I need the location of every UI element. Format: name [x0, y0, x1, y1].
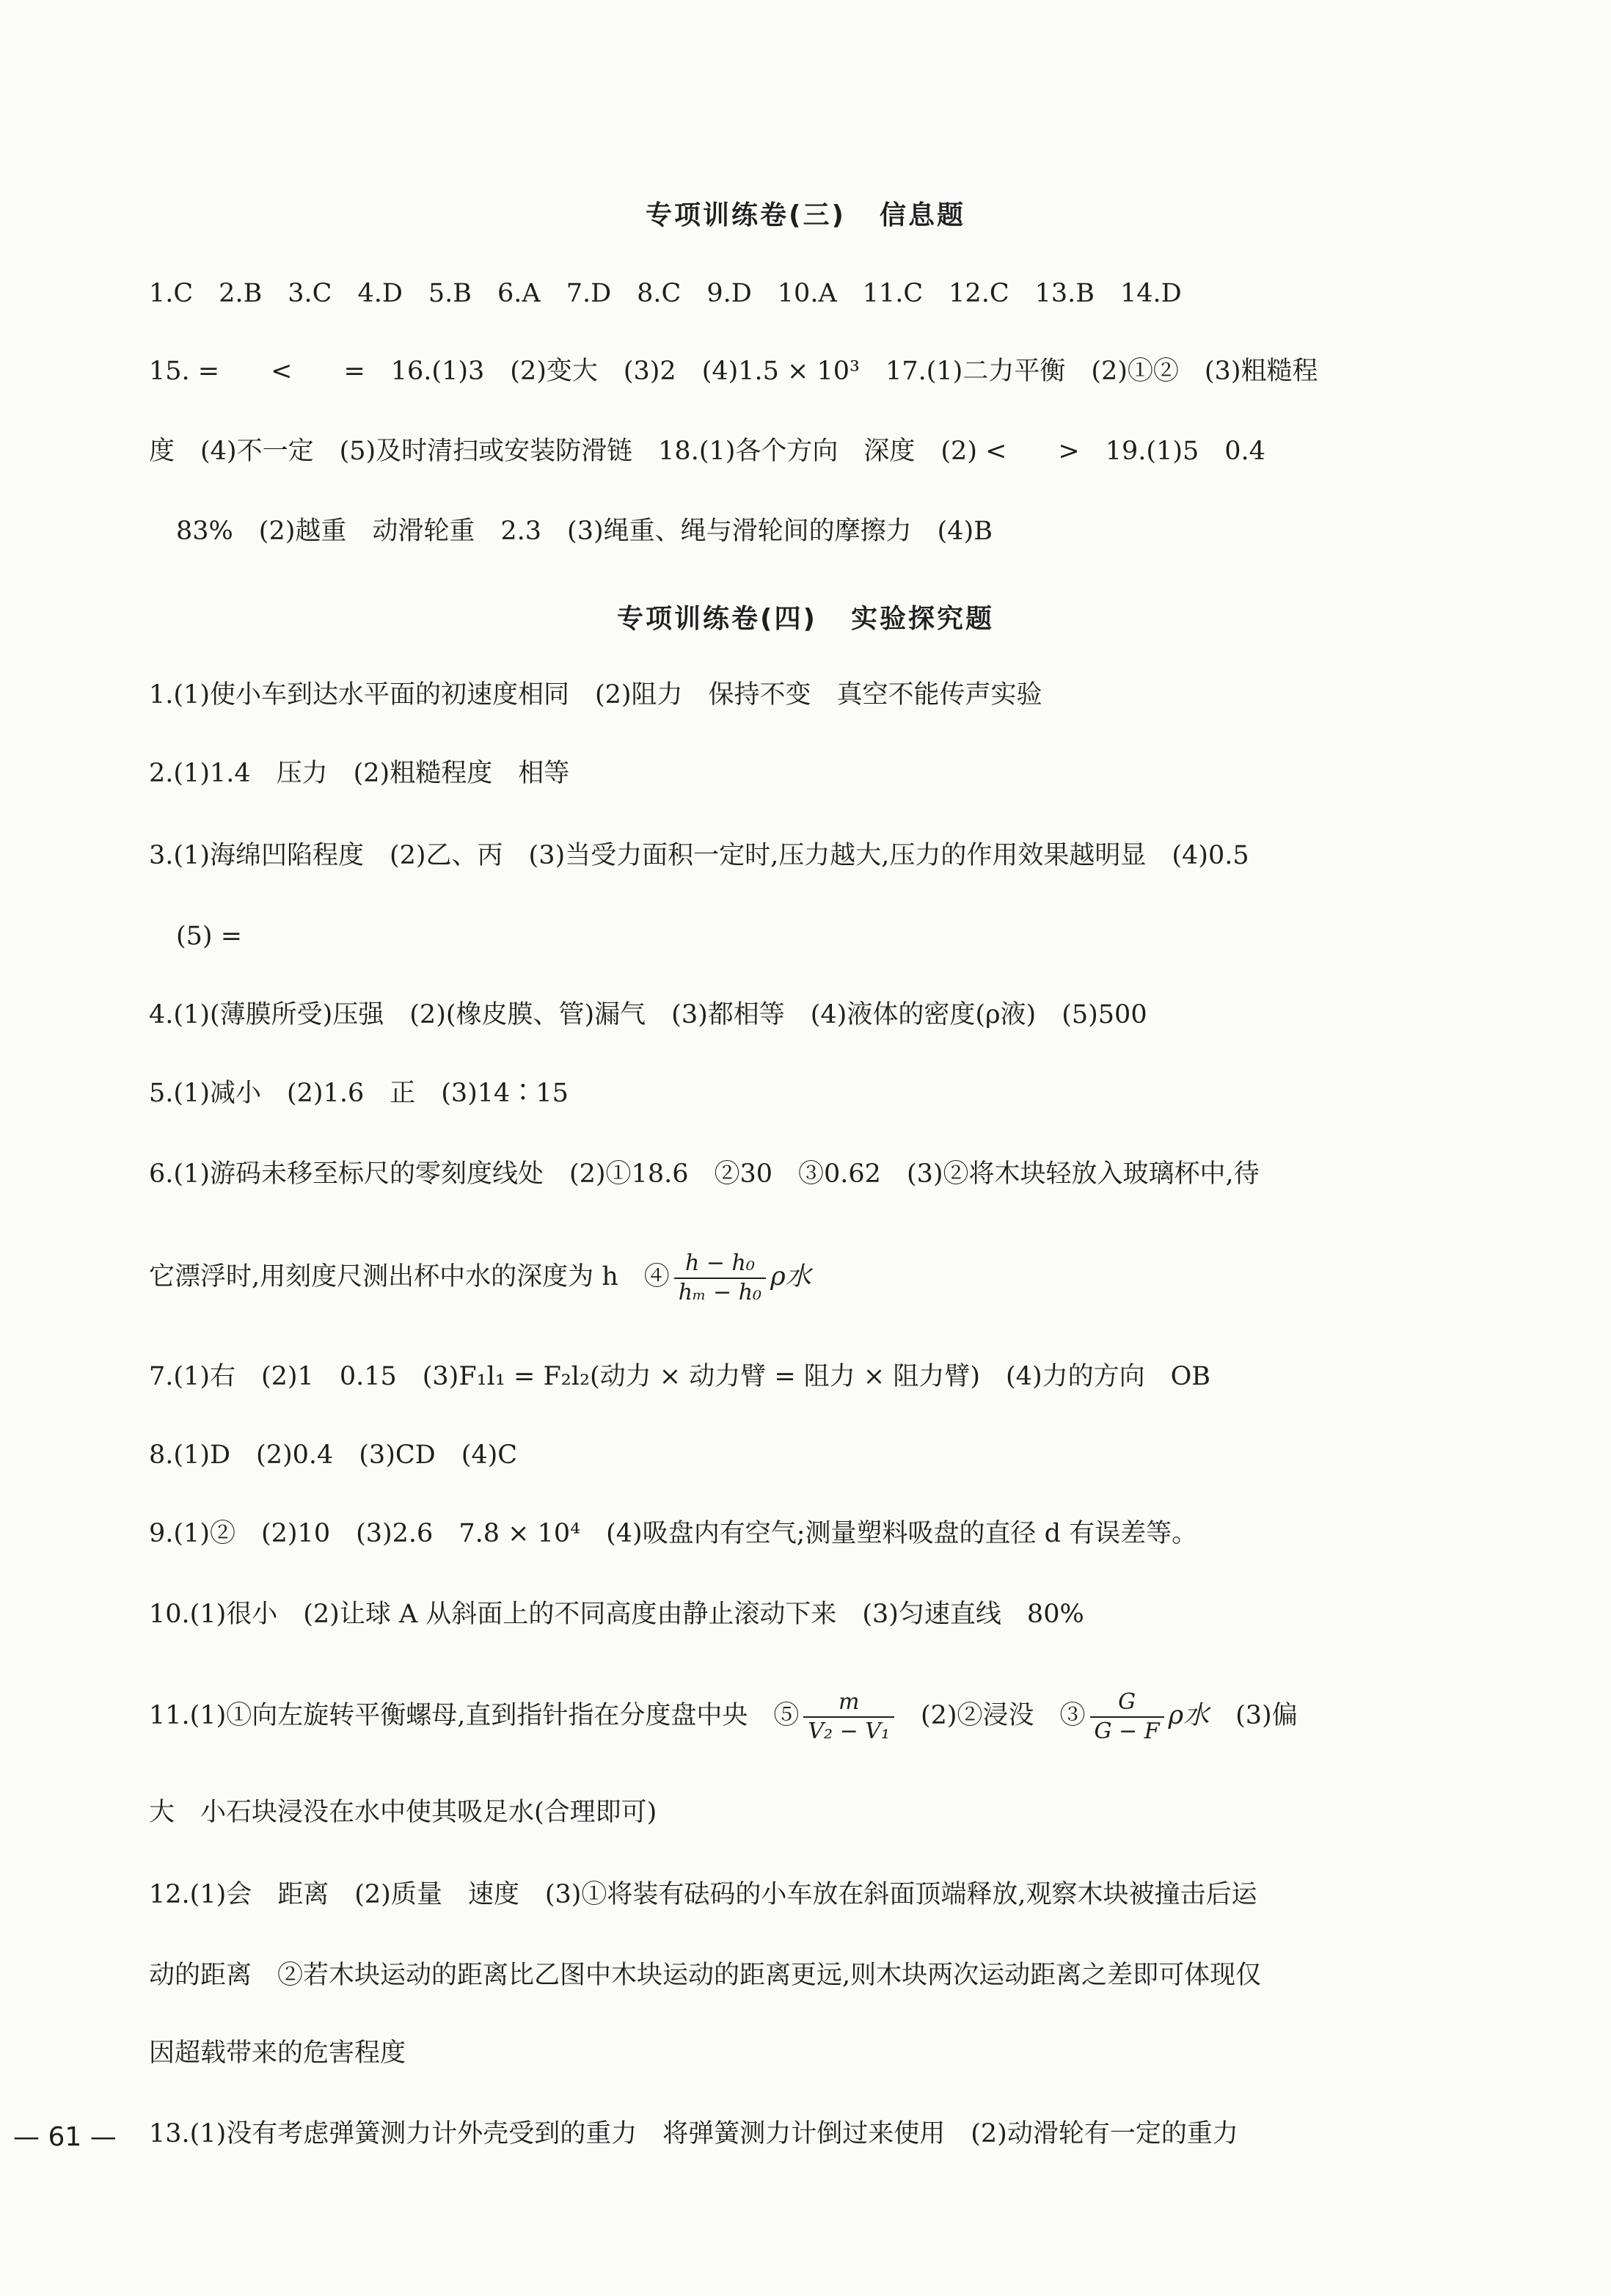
answer-line: 3.(1)海绵凹陷程度 (2)乙、丙 (3)当受力面积一定时,压力越大,压力的作用效果越明显 (4)0.5 [149, 841, 1249, 870]
answer-line: 度 (4)不一定 (5)及时清扫或安装防滑链 18.(1)各个方向 深度 (2) < > 19.(1)5 0.4 [149, 437, 1265, 466]
answer-line: 15. = < = 16.(1)3 (2)变大 (3)2 (4)1.5 × 10³ 17.(1)二力平衡 (2)①② (3)粗糙程 [149, 357, 1318, 386]
answer-line: 7.(1)右 (2)1 0.15 (3)F₁l₁ = F₂l₂(动力 × 动力臂 = 阻力 × 阻力臂) (4)力的方向 OB [149, 1362, 1211, 1391]
answer-line: 83% (2)越重 动滑轮重 2.3 (3)绳重、绳与滑轮间的摩擦力 (4)B [176, 517, 993, 546]
answer-line: (5) = [176, 922, 243, 951]
fraction-numerator: G [1090, 1688, 1164, 1718]
q11-fraction-density [803, 1688, 894, 1746]
answer-text: (3)偏 [1235, 1701, 1298, 1730]
section-title-4-main: 专项训练卷(四) [617, 604, 817, 634]
q6-fraction [674, 1250, 766, 1307]
answer-text: 11.(1)①向左旋转平衡螺母,直到指针指在分度盘中央 ⑤ [149, 1701, 800, 1730]
answer-text: (2)②浸没 ③ [920, 1701, 1086, 1730]
answer-line: 8.(1)D (2)0.4 (3)CD (4)C [149, 1440, 518, 1470]
section-title-3 [0, 194, 1611, 232]
answer-line: 10.(1)很小 (2)让球 A 从斜面上的不同高度由静止滚动下来 (3)匀速直线 80% [149, 1600, 1084, 1629]
section-title-4 [0, 598, 1611, 635]
answer-line: 因超载带来的危害程度 [149, 2038, 406, 2068]
answer-line: 2.(1)1.4 压力 (2)粗糙程度 相等 [149, 759, 570, 788]
answer-line: 大 小石块浸没在水中使其吸足水(合理即可) [149, 1798, 657, 1827]
answer-line: 12.(1)会 距离 (2)质量 速度 (3)①将装有砝码的小车放在斜面顶端释放,观察木块被撞击后运 [149, 1880, 1257, 1909]
q11-fraction-buoyancy [1090, 1688, 1164, 1746]
fraction-numerator: m [803, 1688, 894, 1718]
rho-water: ρ水 [770, 1262, 811, 1291]
answer-line: 9.(1)② (2)10 (3)2.6 7.8 × 10⁴ (4)吸盘内有空气;测量塑料吸盘的直径 d 有误差等。 [149, 1519, 1198, 1548]
section-title-3-sub: 信息题 [879, 200, 965, 230]
answer-line: 1.C 2.B 3.C 4.D 5.B 6.A 7.D 8.C 9.D 10.A 11.C 12.C 13.B 14.D [149, 279, 1182, 308]
fraction-denominator: G − F [1094, 1718, 1160, 1744]
section-title-3-main: 专项训练卷(三) [646, 200, 846, 230]
answer-line: 1.(1)使小车到达水平面的初速度相同 (2)阻力 保持不变 真空不能传声实验 [149, 680, 1042, 710]
answer-text: 它漂浮时,用刻度尺测出杯中水的深度为 h ④ [149, 1262, 670, 1291]
answer-line-with-fraction [149, 1679, 1298, 1752]
answer-line-with-fraction [149, 1240, 811, 1313]
page-number: — 61 — [13, 2122, 117, 2152]
fraction-denominator: hₘ − h₀ [678, 1279, 762, 1305]
answer-line: 5.(1)减小 (2)1.6 正 (3)14∶15 [149, 1079, 569, 1108]
rho-water: ρ水 [1168, 1701, 1210, 1730]
fraction-numerator: h − h₀ [674, 1250, 766, 1279]
answer-line: 13.(1)没有考虑弹簧测力计外壳受到的重力 将弹簧测力计倒过来使用 (2)动滑轮有一定的重力 [149, 2119, 1238, 2149]
section-title-4-sub: 实验探究题 [850, 604, 994, 634]
answer-line: 6.(1)游码未移至标尺的零刻度线处 (2)①18.6 ②30 ③0.62 (3)②将木块轻放入玻璃杯中,待 [149, 1159, 1260, 1189]
answer-line: 4.(1)(薄膜所受)压强 (2)(橡皮膜、管)漏气 (3)都相等 (4)液体的密度(ρ液) (5)500 [149, 1000, 1147, 1029]
answer-line: 动的距离 ②若木块运动的距离比乙图中木块运动的距离更远,则木块两次运动距离之差即可体现仅 [149, 1961, 1262, 1990]
fraction-denominator: V₂ − V₁ [808, 1718, 890, 1744]
